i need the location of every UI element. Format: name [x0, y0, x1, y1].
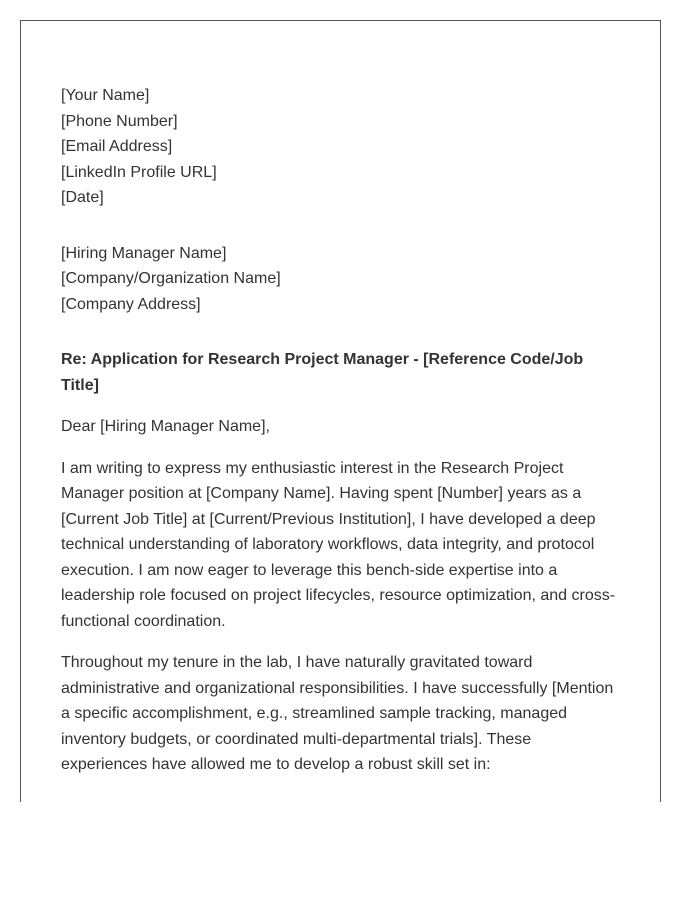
salutation: Dear [Hiring Manager Name],	[61, 418, 270, 435]
subject-line: Re: Application for Research Project Manager - [Reference Code/Job Title]	[61, 351, 584, 394]
sender-email: [Email Address]	[61, 138, 173, 155]
sender-name: [Your Name]	[61, 87, 150, 104]
letter-body	[61, 83, 621, 778]
sender-phone: [Phone Number]	[61, 112, 178, 130]
recipient-address: [Company Address]	[61, 295, 201, 313]
recipient-manager: [Hiring Manager Name]	[61, 244, 227, 262]
sender-linkedin: [LinkedIn Profile URL]	[61, 163, 217, 181]
sender-block	[61, 83, 621, 211]
sender-date: [Date]	[61, 189, 104, 206]
letter-page	[20, 20, 661, 802]
paragraph-experience: Throughout my tenure in the lab, I have naturally gravitated toward administrative and organizational responsibilities. I have successfully [Mention a specific accomplishment, e.g., streamlined sample tracking, managed inventory budgets, or coordinated multi-departmental trials]. These experiences have allowed me to develop a robust skill set in:	[61, 654, 614, 773]
recipient-company: [Company/Organization Name]	[61, 270, 281, 287]
paragraph-intro: I am writing to express my enthusiastic interest in the Research Project Manager position at [Company Name]. Having spent [Number] years as a [Current Job Title] at [Current/Previous Institution], I have developed a deep technical understanding of laboratory workflows, data integrity, and protocol execution. I am now eager to leverage this bench-side expertise into a leadership role focused on project lifecycles, resource optimization, and cross-functional coordination.	[61, 459, 616, 630]
recipient-block	[61, 241, 621, 318]
